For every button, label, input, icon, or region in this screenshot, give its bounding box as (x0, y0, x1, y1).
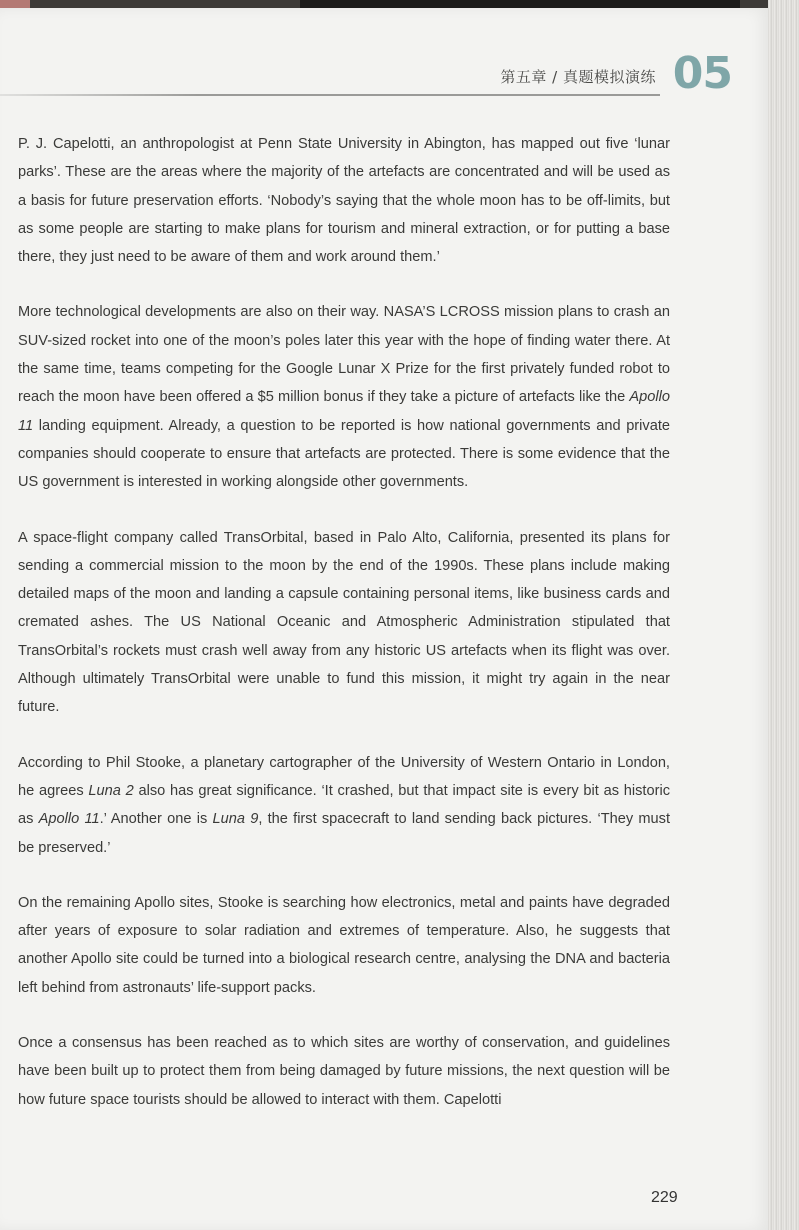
text-run: More technological developments are also on their way. NASA’S LCROSS mission plans to crash an SUV-sized rocket into one of the moon’s poles later this year with the hope of finding water there. At the same time, teams competing for the Google Lunar X Prize for the first privately funded robot to reach the moon have been offered a $5 million bonus if they take a picture of artefacts like the (18, 304, 670, 406)
italic-title: Luna 9 (212, 811, 259, 828)
chapter-number: 05 (672, 48, 732, 99)
text-run: .’ Another one is (99, 811, 213, 828)
book-page (0, 8, 770, 1230)
chapter-title: 第五章 / 真题模拟演练 (500, 68, 656, 86)
paragraph (18, 749, 670, 862)
text-run: A space-flight company called TransOrbital, based in Palo Alto, California, presented its plans for sending a commercial mission to the moon by the end of the 1990s. These plans include making detailed maps of the moon and landing a capsule containing personal items, like business cards and cremated ashes. The US National Oceanic and Atmospheric Administration stipulated that TransOrbital’s rockets must crash well away from any historic US artefacts when its flight was over. Although ultimately TransOrbital were unable to fund this mission, it might try again in the near future. (18, 529, 670, 716)
page-number: 229 (651, 1189, 678, 1206)
paragraph (18, 130, 670, 271)
text-run: On the remaining Apollo sites, Stooke is searching how electronics, metal and paints have degraded after years of exposure to solar radiation and extremes of temperature. Also, he suggests that another Apollo site could be turned into a biological research centre, analysing the DNA and bacteria left behind from astronauts’ life-support packs. (18, 894, 670, 996)
text-run: also has great significance. ‘It crashed, but that impact site is every bit as historic as (18, 782, 671, 828)
page-stack-edges (768, 0, 799, 1230)
text-run: According to Phil Stooke, a planetary cartographer of the University of Western Ontario in London, he agrees (18, 754, 670, 799)
italic-title: Apollo 11 (38, 811, 100, 828)
page-header (0, 48, 740, 104)
header-rule (0, 94, 660, 96)
text-run: Once a consensus has been reached as to which sites are worthy of conservation, and guidelines have been built up to protect them from being damaged by future missions, the next question will be how future space tourists should be allowed to interact with them. Capelotti (18, 1035, 670, 1108)
text-run: P. J. Capelotti, an anthropologist at Penn State University in Abington, has mapped out five ‘lunar parks’. These are the areas where the majority of the artefacts are concentrated and will be used as a basis for future preservation efforts. ‘Nobody’s saying that the whole moon has to be off-limits, but as some people are starting to make plans for tourism and mineral extraction, or for putting a base there, they just need to be aware of them and work around them.’ (18, 136, 670, 266)
paragraph (18, 1029, 670, 1114)
italic-title: Apollo 11 (18, 389, 670, 434)
paragraph (18, 524, 670, 722)
text-run: , the first spacecraft to land sending back pictures. ‘They must be preserved.’ (18, 811, 671, 856)
body-text (18, 130, 670, 1141)
paragraph (18, 889, 670, 1002)
italic-title: Luna 2 (88, 782, 134, 799)
paragraph (18, 298, 670, 496)
text-run: landing equipment. Already, a question to be reported is how national governments and private companies should cooperate to ensure that artefacts are protected. There is some evidence that the US government is interested in working alongside other governments. (18, 417, 670, 491)
